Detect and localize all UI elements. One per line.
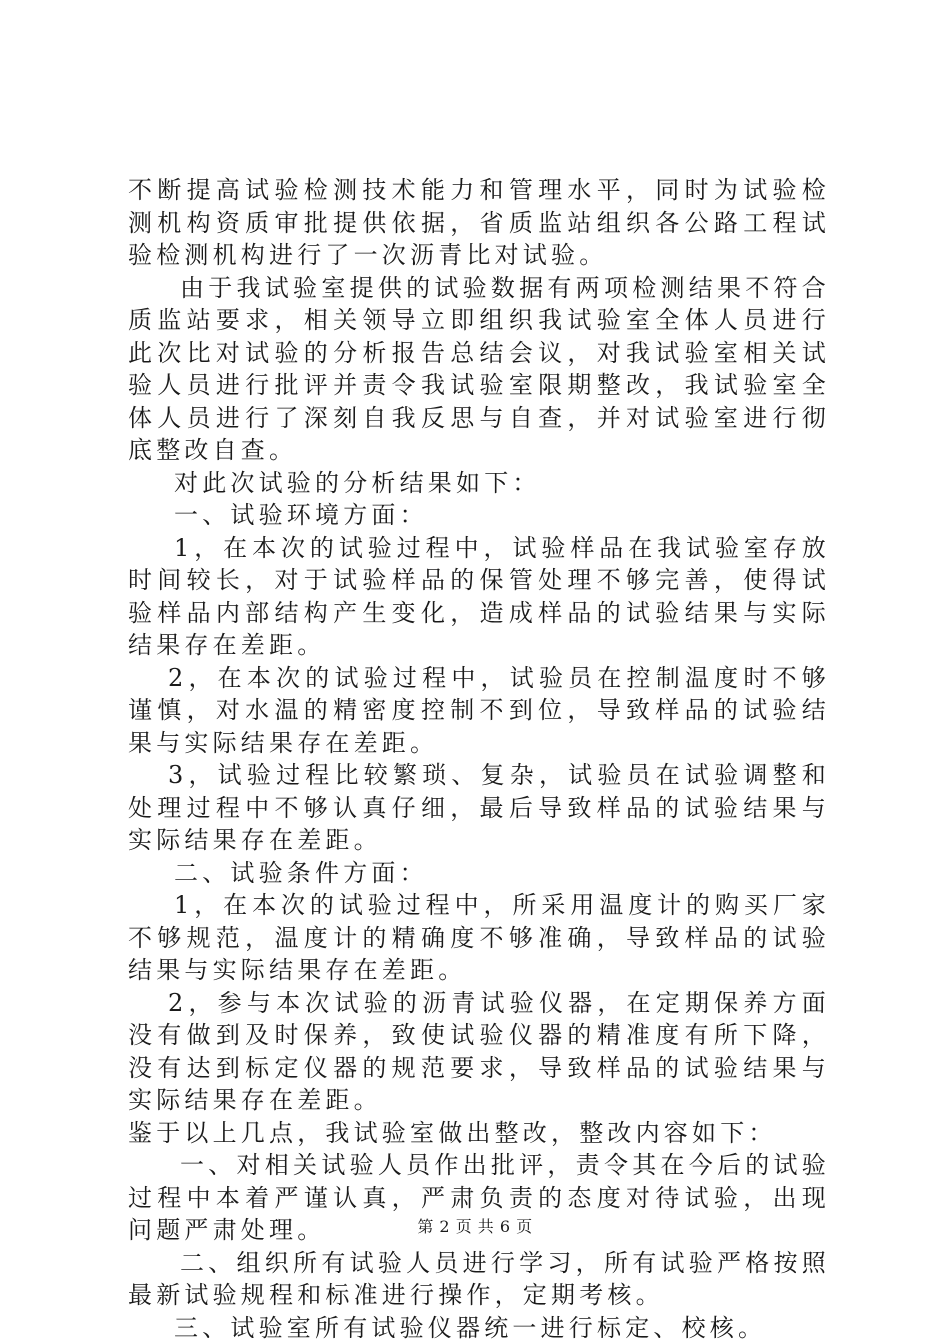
paragraph-intro-continuation: 不断提高试验检测技术能力和管理水平，同时为试验检测机构资质审批提供依据，省质监站组织各公路工程试验检测机构进行了一次沥青比对试验。 — [128, 176, 830, 269]
page-number-footer: 第 2 页 共 6 页 — [417, 1217, 533, 1236]
document-body — [128, 174, 830, 1344]
paragraph-rectification-item-3: 三、试验室所有试验仪器统一进行标定、校核。 — [174, 1313, 767, 1342]
heading-test-environment: 一、试验环境方面： — [174, 501, 428, 529]
paragraph-analysis-intro: 对此次试验的分析结果如下： — [174, 468, 541, 497]
paragraph-environment-item-3: 3，试验过程比较繁琐、复杂，试验员在试验调整和处理过程中不够认真仔细，最后导致样品的试验结果与实际结果存在差距。 — [128, 761, 830, 854]
paragraph-environment-item-1: 1，在本次的试验过程中，试验样品在我试验室存放时间较长，对于试验样品的保管处理不够完善，使得试验样品内部结构产生变化，造成样品的试验结果与实际结果存在差距。 — [128, 533, 830, 659]
paragraph-rectification-item-1: 一、对相关试验人员作出批评，责令其在今后的试验过程中本着严谨认真，严肃负责的态度对待试验，出现问题严肃处理。 — [128, 1151, 830, 1244]
paragraph-background: 由于我试验室提供的试验数据有两项检测结果不符合质监站要求，相关领导立即组织我试验室全体人员进行此次比对试验的分析报告总结会议，对我试验室相关试验人员进行批评并责令我试验室限期整改，我试验室全体人员进行了深刻自我反思与自查，并对试验室进行彻底整改自查。 — [128, 273, 830, 464]
paragraph-conditions-item-2: 2，参与本次试验的沥青试验仪器，在定期保养方面没有做到及时保养，致使试验仪器的精准度有所下降，没有达到标定仪器的规范要求，导致样品的试验结果与实际结果存在差距。 — [128, 988, 830, 1114]
paragraph-rectification-intro: 鉴于以上几点，我试验室做出整改，整改内容如下： — [128, 1118, 777, 1147]
paragraph-conditions-item-1: 1，在本次的试验过程中，所采用温度计的购买厂家不够规范，温度计的精确度不够准确，导致样品的试验结果与实际结果存在差距。 — [128, 891, 830, 984]
heading-test-conditions: 二、试验条件方面： — [174, 858, 428, 887]
paragraph-rectification-item-2: 二、组织所有试验人员进行学习，所有试验严格按照最新试验规程和标准进行操作，定期考核。 — [128, 1248, 830, 1309]
paragraph-environment-item-2: 2，在本次的试验过程中，试验员在控制温度时不够谨慎，对水温的精密度控制不到位，导致样品的试验结果与实际结果存在差距。 — [128, 663, 830, 757]
